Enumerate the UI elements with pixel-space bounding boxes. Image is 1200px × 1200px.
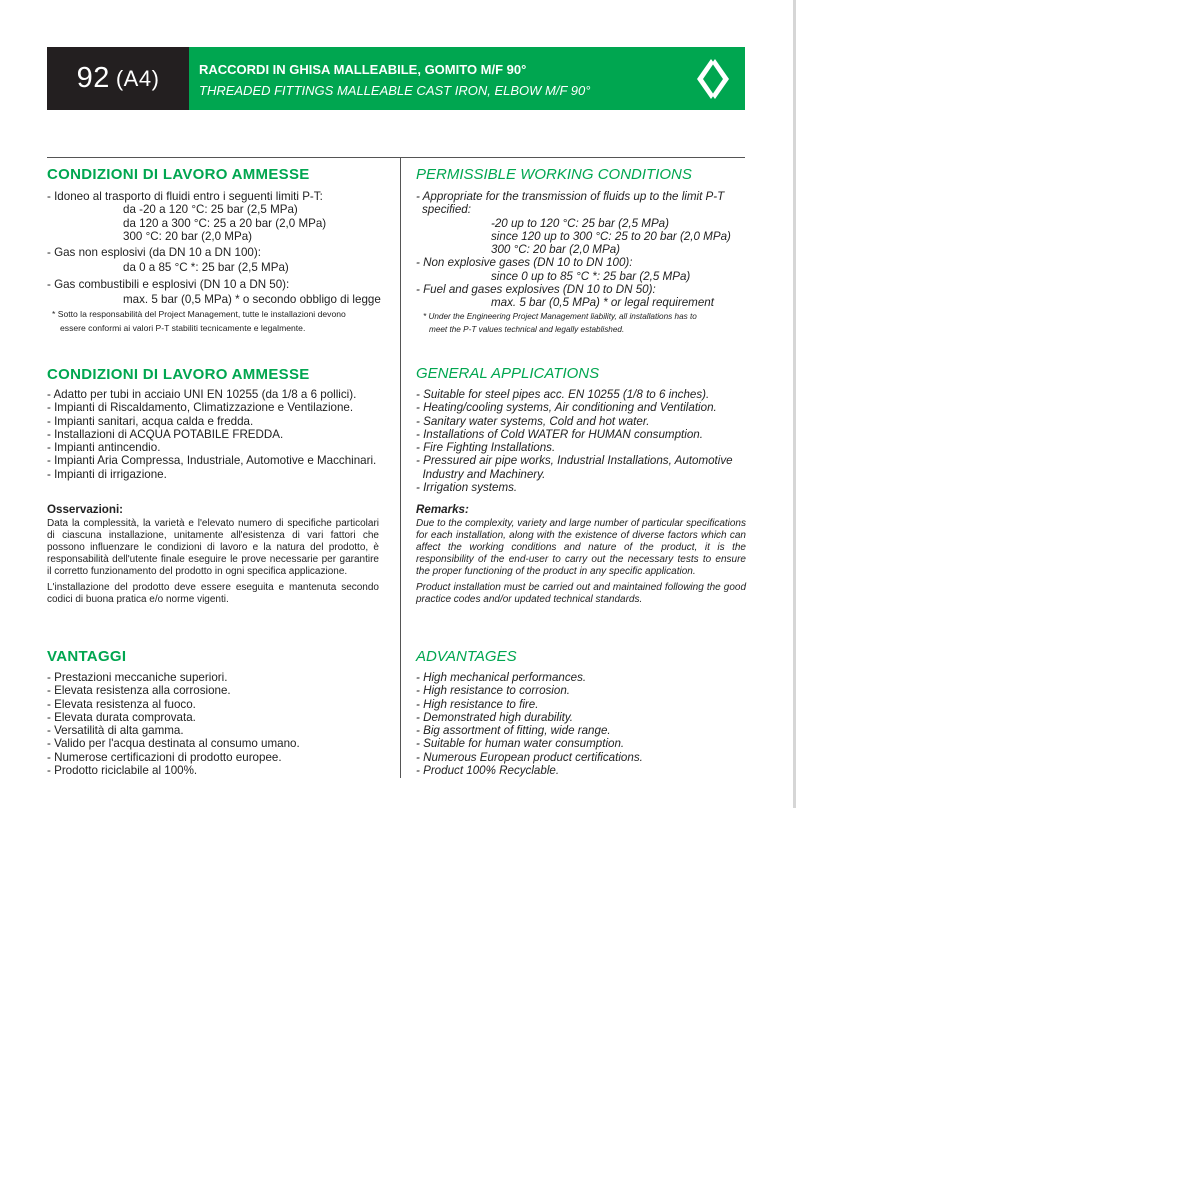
list-item: - Versatilità di alta gamma. — [47, 724, 184, 738]
it-remarks-p1: Data la complessità, la varietà e l'elevato numero di specifiche particolari di ciascuna installazione, unitamente all'esistenza di vari fattori che possono influenzare le condizioni di lavoro e la natura del prodotto, è responsabilità dell'utente finale eseguire le prove necessarie per garantire il corretto funzionamento del prodotto in ogni specifica applicazione. — [47, 518, 379, 578]
it-limit-2: da 120 a 300 °C: 25 a 20 bar (2,0 MPa) — [123, 216, 327, 230]
title-english: THREADED FITTINGS MALLEABLE CAST IRON, ELBOW M/F 90° — [199, 83, 591, 98]
title-bar — [189, 47, 745, 110]
en-conditions-block — [416, 190, 746, 337]
it-limit-3: 300 °C: 20 bar (2,0 MPa) — [123, 229, 253, 243]
list-item: - Installazioni di ACQUA POTABILE FREDDA. — [47, 427, 284, 441]
it-remarks — [47, 503, 379, 606]
column-divider — [400, 157, 401, 778]
page-format: (A4) — [115, 65, 160, 91]
list-item: - High mechanical performances. — [416, 671, 587, 684]
page-number: 92 — [76, 62, 110, 94]
it-note-2: essere conformi ai valori P-T stabiliti tecnicamente e legalmente. — [60, 322, 306, 333]
page-header — [47, 47, 745, 110]
it-advantages-list — [47, 671, 395, 777]
it-advantages-heading: VANTAGGI — [47, 648, 127, 665]
brand-chevron-logo-icon — [693, 57, 733, 101]
list-item: - Prodotto riciclabile al 100%. — [47, 764, 198, 778]
list-item: - Elevata resistenza alla corrosione. — [47, 684, 231, 698]
en-note-2: meet the P-T values technical and legally established. — [429, 325, 625, 335]
list-item: - Adatto per tubi in acciaio UNI EN 10255 (da 1/8 a 6 pollici). — [47, 388, 357, 401]
en-remarks-p2: Product installation must be carried out and maintained following the good practice codes and/or updated technical standards. — [416, 582, 746, 606]
en-conditions-intro-1: - Appropriate for the transmission of fluids up to the limit P-T — [416, 190, 725, 203]
en-conditions-heading: PERMISSIBLE WORKING CONDITIONS — [416, 166, 692, 183]
list-item: - Numerous European product certifications. — [416, 750, 643, 764]
en-conditions-intro-2: specified: — [422, 203, 471, 217]
list-item: - Valido per l'acqua destinata al consumo umano. — [47, 737, 300, 751]
list-item: - Impianti di irrigazione. — [47, 467, 167, 481]
en-limit-3: 300 °C: 20 bar (2,0 MPa) — [491, 243, 621, 257]
it-applications-list — [47, 388, 395, 481]
list-item: - Suitable for human water consumption. — [416, 737, 625, 751]
it-gas-intro: - Gas non esplosivi (da DN 10 a DN 100): — [47, 246, 261, 260]
list-item: - Impianti antincendio. — [47, 441, 161, 455]
en-note-1: * Under the Engineering Project Management liability, all installations has to — [423, 311, 697, 321]
list-item: - Big assortment of fitting, wide range. — [416, 724, 611, 738]
list-item: - Sanitary water systems, Cold and hot water. — [416, 414, 650, 428]
list-item: - Pressured air pipe works, Industrial Installations, Automotive — [416, 454, 733, 468]
list-item: - Elevata durata comprovata. — [47, 710, 196, 724]
it-conditions-block — [47, 190, 395, 335]
list-item: - Fire Fighting Installations. — [416, 441, 556, 455]
list-item: - Demonstrated high durability. — [416, 710, 574, 724]
en-applications-heading: GENERAL APPLICATIONS — [416, 365, 600, 382]
en-gas-limit: since 0 up to 85 °C *: 25 bar (2,5 MPa) — [491, 269, 691, 283]
en-remarks-p1: Due to the complexity, variety and large number of particular specifications for each installation, along with the existence of diverse factors which can affect the working conditions and nature of the product, it is the responsibility of the end-user to carry out the necessary tests to ensure the proper functioning of the product in any specific application. — [416, 518, 746, 578]
en-remarks — [416, 503, 746, 606]
list-item: - Installations of Cold WATER for HUMAN consumption. — [416, 427, 703, 441]
page-edge-rule — [793, 0, 796, 808]
list-item: - Numerose certificazioni di prodotto europee. — [47, 750, 282, 764]
list-item: Industry and Machinery. — [416, 467, 546, 481]
list-item: - High resistance to corrosion. — [416, 684, 571, 698]
list-item: - Heating/cooling systems, Air conditioning and Ventilation. — [416, 401, 717, 415]
it-note-1: * Sotto la responsabilità del Project Management, tutte le installazioni devono — [52, 309, 346, 320]
list-item: - Irrigation systems. — [416, 481, 518, 495]
list-item: - Prestazioni meccaniche superiori. — [47, 671, 228, 684]
page-number-box — [47, 47, 189, 110]
it-conditions-intro: - Idoneo al trasporto di fluidi entro i seguenti limiti P-T: — [47, 190, 323, 203]
list-item: - Impianti sanitari, acqua calda e fredda. — [47, 414, 254, 428]
title-italian: RACCORDI IN GHISA MALLEABILE, GOMITO M/F 90° — [199, 62, 527, 77]
list-item: - Product 100% Recyclable. — [416, 764, 560, 778]
list-item: - High resistance to fire. — [416, 697, 539, 711]
list-item: - Impianti Aria Compressa, Industriale, Automotive e Macchinari. — [47, 454, 377, 468]
list-item: - Impianti di Riscaldamento, Climatizzazione e Ventilazione. — [47, 401, 354, 415]
it-remarks-p2: L'installazione del prodotto deve essere eseguita e mantenuta secondo codici di buona pratica e/o norme vigenti. — [47, 582, 379, 606]
en-fuel-intro: - Fuel and gases explosives (DN 10 to DN 50): — [416, 283, 656, 297]
en-fuel-limit: max. 5 bar (0,5 MPa) * or legal requirement — [491, 296, 714, 310]
en-gas-intro: - Non explosive gases (DN 10 to DN 100): — [416, 256, 633, 270]
it-fuel-intro: - Gas combustibili e esplosivi (DN 10 a DN 50): — [47, 277, 290, 291]
it-remarks-heading: Osservazioni: — [47, 503, 124, 516]
en-applications-list — [416, 388, 746, 494]
it-limit-1: da -20 a 120 °C: 25 bar (2,5 MPa) — [123, 203, 298, 217]
it-fuel-limit: max. 5 bar (0,5 MPa) * o secondo obbligo di legge — [123, 293, 381, 307]
it-gas-limit: da 0 a 85 °C *: 25 bar (2,5 MPa) — [123, 261, 289, 275]
list-item: - Elevata resistenza al fuoco. — [47, 697, 196, 711]
en-limit-2: since 120 up to 300 °C: 25 to 20 bar (2,0 MPa) — [491, 229, 731, 243]
en-remarks-heading: Remarks: — [416, 503, 469, 516]
en-advantages-list — [416, 671, 746, 777]
it-applications-heading: CONDIZIONI DI LAVORO AMMESSE — [47, 366, 310, 383]
en-advantages-heading: ADVANTAGES — [416, 648, 517, 665]
it-conditions-heading: CONDIZIONI DI LAVORO AMMESSE — [47, 166, 310, 183]
en-limit-1: -20 up to 120 °C: 25 bar (2,5 MPa) — [491, 216, 669, 230]
list-item: - Suitable for steel pipes acc. EN 10255 (1/8 to 6 inches). — [416, 388, 710, 401]
section-top-rule — [47, 157, 745, 158]
